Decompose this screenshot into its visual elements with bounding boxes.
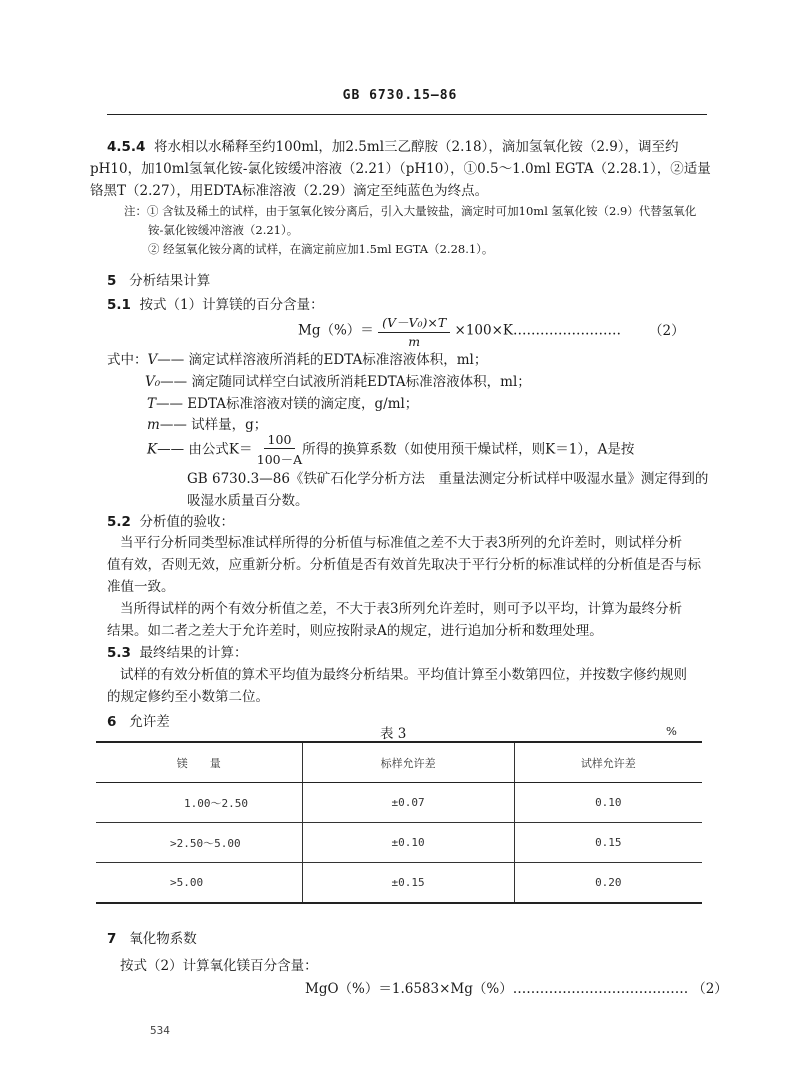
column-header: 试样允许差 — [514, 742, 702, 783]
symbol-t: T — [147, 396, 157, 412]
table-cell: 0.15 — [514, 823, 702, 863]
table-row — [96, 863, 702, 904]
definition-text: —— EDTA标准溶液对镁的滴定度，g/ml； — [156, 396, 419, 412]
where-v0 — [145, 370, 531, 390]
section-5-2-heading — [107, 510, 234, 530]
fraction-denominator: m — [408, 334, 421, 349]
section-title: 分析结果计算 — [129, 273, 211, 289]
table-unit: % — [666, 724, 677, 738]
table-cell: 1.00～2.50 — [96, 783, 302, 823]
note-text: ① 含钛及稀土的试样，由于氢氧化铵分离后，引入大量铵盐，滴定时可加10ml 氢氧化铵（2.9）代替氢氧化 — [147, 204, 697, 218]
table-row — [96, 783, 702, 823]
leader-dots: ………………………………… — [512, 981, 689, 997]
table-cell: 0.10 — [514, 783, 702, 823]
standard-code-header: GB 6730.15—86 — [342, 88, 458, 103]
where-t — [147, 392, 418, 412]
formula-body: MgO（%）＝1.6583×Mg（%） — [305, 981, 513, 997]
section-5-3-heading — [107, 641, 248, 661]
section-number: 5.1 — [107, 297, 131, 313]
s53-line1: 试样的有效分析值的算术平均值为最终分析结果。平均值计算至小数第四位，并按数字修约规则 — [120, 667, 687, 683]
fraction-denominator: 100－A — [256, 452, 303, 467]
section-4-5-4-line3: 铬黑T（2.27），用EDTA标准溶液（2.29）滴定至纯蓝色为终点。 — [90, 183, 489, 199]
section-title: 氧化物系数 — [129, 931, 197, 947]
section-7-heading — [107, 927, 197, 947]
allowance-table — [96, 741, 702, 904]
equation-number: （2） — [692, 981, 728, 997]
symbol-m: m — [147, 417, 160, 433]
section-5-1 — [107, 293, 324, 313]
table-cell: ±0.07 — [302, 783, 514, 823]
column-header: 镁 量 — [96, 742, 302, 783]
formula-2 — [305, 977, 728, 997]
paragraph-text: 按式（1）计算镁的百分含量： — [139, 297, 324, 313]
table-row — [96, 823, 702, 863]
equation-number: （2） — [649, 322, 685, 339]
section-title: 最终结果的计算： — [139, 645, 248, 661]
formula-rhs: ×100×K — [454, 322, 514, 339]
s53-line2: 的规定修约至小数第二位。 — [107, 689, 269, 705]
table-cell: 0.20 — [514, 863, 702, 904]
where-k-line3: 吸湿水质量百分数。 — [187, 493, 309, 509]
where-m — [147, 413, 267, 433]
note-1-line2: 铵-氯化铵缓冲溶液（2.21）。 — [148, 223, 299, 237]
definition-text: —— 由公式K＝ — [157, 441, 253, 458]
definition-text: —— 滴定随同试样空白试液所消耗EDTA标准溶液体积，ml； — [160, 374, 531, 390]
s52-p1-line1: 当平行分析同类型标准试样所得的分析值与标准值之差不大于表3所列的允许差时，则试样分析 — [120, 535, 683, 551]
section-number: 7 — [107, 931, 117, 947]
section-title: 允许差 — [129, 714, 170, 730]
table-header-row — [96, 742, 702, 783]
formula-fraction — [378, 313, 450, 349]
symbol-v0: V₀ — [145, 374, 161, 390]
section-number: 4.5.4 — [107, 139, 146, 155]
section-number: 6 — [107, 714, 117, 730]
s52-p2-line1: 当所得试样的两个有效分析值之差，不大于表3所列允许差时，则可予以平均，计算为最终分析 — [120, 601, 683, 617]
column-header: 标样允许差 — [302, 742, 514, 783]
definition-text: 所得的换算系数（如使用预干燥试样，则K＝1），A是按 — [302, 441, 635, 458]
section-number: 5.2 — [107, 514, 131, 530]
note-prefix: 注： — [124, 204, 147, 218]
section-4-5-4-line1 — [107, 135, 679, 155]
definition-text: —— 滴定试样溶液所消耗的EDTA标准溶液体积，ml； — [157, 352, 488, 368]
s7-text: 按式（2）计算氧化镁百分含量： — [120, 958, 318, 974]
fraction-numerator: (V－V₀)×T — [378, 313, 450, 333]
section-number: 5 — [107, 273, 117, 289]
fraction-numerator: 100 — [264, 432, 296, 449]
note-1-line1 — [124, 203, 696, 219]
paragraph-text: 将水相以水稀释至约100ml，加2.5ml三乙醇胺（2.18），滴加氢氧化铵（2.9），调至约 — [154, 139, 679, 155]
definition-text: —— 试样量，g； — [159, 417, 268, 433]
formula-1 — [298, 313, 685, 349]
table-cell: ±0.10 — [302, 823, 514, 863]
formula-lhs: Mg（%）＝ — [298, 322, 374, 339]
section-number: 5.3 — [107, 645, 131, 661]
symbol-v: V — [147, 352, 158, 368]
page-number: 534 — [150, 1024, 170, 1037]
table-cell: ±0.15 — [302, 863, 514, 904]
section-title: 分析值的验收： — [139, 514, 235, 530]
s52-p1-line3: 准值一致。 — [107, 579, 175, 595]
where-v — [107, 348, 487, 368]
note-2: ② 经氢氧化铵分离的试样，在滴定前应加1.5ml EGTA（2.28.1）。 — [148, 242, 494, 256]
s52-p1-line2: 值有效，否则无效，应重新分析。分析值是否有效首先取决于平行分析的标准试样的分析值是否与标 — [107, 557, 701, 573]
where-prefix: 式中： — [107, 352, 148, 368]
table-caption: 表 3 — [380, 726, 407, 742]
where-k-line2: GB 6730.3—86《铁矿石化学分析方法 重量法测定分析试样中吸湿水量》测定得到的 — [187, 471, 709, 487]
k-fraction — [257, 432, 302, 468]
leader-dots: …………………… — [513, 322, 622, 339]
table-cell: >2.50～5.00 — [96, 823, 302, 863]
section-5-heading — [107, 269, 210, 289]
table-cell: >5.00 — [96, 863, 302, 904]
s52-p2-line2: 结果。如二者之差大于允许差时，则应按附录A的规定，进行追加分析和数理处理。 — [107, 623, 603, 639]
section-6-heading — [107, 710, 170, 730]
section-4-5-4-line2: pH10，加10ml氢氧化铵-氯化铵缓冲溶液（2.21）（pH10），①0.5～1.0ml EGTA（2.28.1），②适量 — [90, 161, 711, 177]
where-k — [147, 432, 634, 468]
header-rule — [107, 114, 707, 115]
symbol-k: K — [147, 441, 158, 458]
